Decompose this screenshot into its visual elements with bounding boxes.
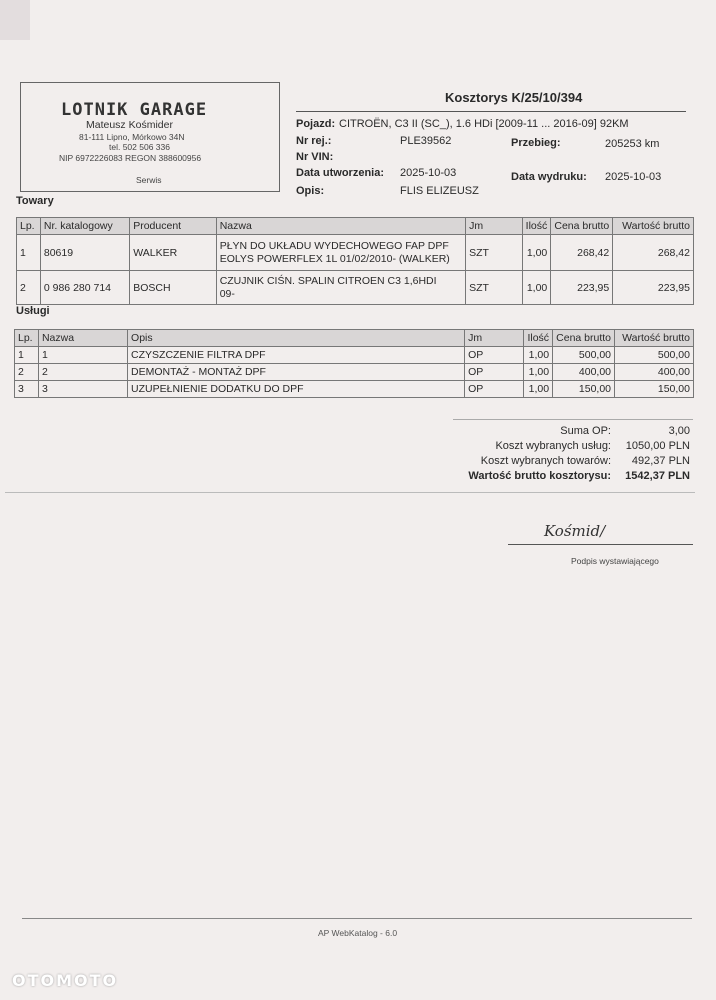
service-lp: 1 — [15, 347, 39, 364]
summary-divider — [453, 419, 693, 420]
goods-table — [16, 217, 694, 305]
goods-producer: WALKER — [130, 235, 216, 271]
services-table — [14, 329, 694, 398]
service-name: 2 — [38, 364, 127, 381]
signature-label: Podpis wystawiającego — [571, 556, 659, 566]
mileage-value: 205253 km — [605, 138, 660, 150]
company-address: 81-111 Lipno, Mórkowo 34N — [79, 132, 185, 142]
summary-services-value: 1050,00 PLN — [625, 440, 690, 452]
footer-text: AP WebKatalog - 6.0 — [318, 928, 398, 938]
company-phone: tel. 502 506 336 — [109, 142, 170, 152]
service-name: 1 — [38, 347, 127, 364]
service-qty: 1,00 — [524, 381, 553, 398]
goods-value: 268,42 — [613, 235, 694, 271]
goods-price: 268,42 — [551, 235, 613, 271]
goods-lp: 1 — [17, 235, 41, 271]
services-col-price: Cena brutto — [553, 330, 615, 347]
service-name: 3 — [38, 381, 127, 398]
goods-col-unit: Jm — [466, 218, 523, 235]
service-value: 500,00 — [615, 347, 694, 364]
table-row — [17, 271, 694, 305]
goods-col-price: Cena brutto — [551, 218, 613, 235]
goods-name — [216, 235, 465, 271]
services-col-value: Wartość brutto — [615, 330, 694, 347]
signature-line — [508, 544, 693, 545]
service-price: 500,00 — [553, 347, 615, 364]
service-unit: OP — [465, 381, 524, 398]
summary-services-label: Koszt wybranych usług: — [495, 440, 611, 452]
goods-name — [216, 271, 465, 305]
summary-op-label: Suma OP: — [560, 425, 611, 437]
goods-name-line1: PŁYN DO UKŁADU WYDECHOWEGO FAP DPF — [219, 239, 449, 252]
goods-price: 223,95 — [551, 271, 613, 305]
service-desc: UZUPEŁNIENIE DODATKU DO DPF — [128, 381, 465, 398]
goods-header-row — [17, 218, 694, 235]
goods-qty: 1,00 — [522, 235, 551, 271]
goods-name-line2: EOLYS POWERFLEX 1L 01/02/2010- (WALKER) — [219, 252, 450, 265]
service-unit: OP — [465, 347, 524, 364]
service-qty: 1,00 — [524, 364, 553, 381]
goods-name-line2: 09- — [219, 287, 235, 300]
service-unit: OP — [465, 364, 524, 381]
goods-unit: SZT — [466, 271, 523, 305]
goods-producer: BOSCH — [130, 271, 216, 305]
summary-total-label: Wartość brutto kosztorysu: — [468, 470, 611, 482]
company-service: Serwis — [136, 175, 162, 185]
goods-col-catalog: Nr. katalogowy — [40, 218, 129, 235]
service-price: 400,00 — [553, 364, 615, 381]
service-desc: DEMONTAŻ - MONTAŻ DPF — [128, 364, 465, 381]
services-header-row — [15, 330, 694, 347]
registration-value: PLE39562 — [400, 135, 452, 147]
mileage-label: Przebieg: — [511, 137, 561, 149]
goods-col-producer: Producent — [130, 218, 216, 235]
service-qty: 1,00 — [524, 347, 553, 364]
table-row — [15, 364, 694, 381]
estimate-title: Kosztorys K/25/10/394 — [445, 90, 583, 105]
company-ids: NIP 6972226083 REGON 388600956 — [59, 153, 202, 163]
created-date-label: Data utworzenia: — [296, 167, 385, 179]
goods-col-qty: Ilość — [522, 218, 551, 235]
page-corner-shadow — [0, 0, 30, 40]
watermark-logo: OTOMOTO — [12, 971, 119, 990]
service-value: 150,00 — [615, 381, 694, 398]
created-date-value: 2025-10-03 — [400, 167, 457, 179]
goods-qty: 1,00 — [522, 271, 551, 305]
summary-total-value: 1542,37 PLN — [625, 470, 690, 482]
print-date-value: 2025-10-03 — [605, 171, 662, 183]
goods-lp: 2 — [17, 271, 41, 305]
service-lp: 2 — [15, 364, 39, 381]
goods-section-title: Towary — [16, 195, 54, 207]
service-lp: 3 — [15, 381, 39, 398]
goods-col-value: Wartość brutto — [613, 218, 694, 235]
service-value: 400,00 — [615, 364, 694, 381]
goods-col-lp: Lp. — [17, 218, 41, 235]
company-box — [20, 82, 280, 192]
services-col-qty: Ilość — [524, 330, 553, 347]
service-price: 150,00 — [553, 381, 615, 398]
services-section-title: Usługi — [16, 305, 50, 317]
print-date-label: Data wydruku: — [511, 171, 587, 183]
section-divider — [5, 492, 695, 493]
summary-goods-label: Koszt wybranych towarów: — [480, 455, 611, 467]
goods-catalog-number: 0 986 280 714 — [40, 271, 129, 305]
summary-op-value: 3,00 — [668, 425, 690, 437]
services-col-lp: Lp. — [15, 330, 39, 347]
vehicle-value: CITROËN, C3 II (SC_), 1.6 HDi [2009-11 ... 2016-09] 92KM — [339, 118, 629, 130]
company-owner: Mateusz Kośmider — [86, 119, 173, 131]
goods-catalog-number: 80619 — [40, 235, 129, 271]
title-underline — [296, 111, 686, 112]
table-row — [15, 347, 694, 364]
summary-goods-value: 492,37 PLN — [631, 455, 690, 467]
goods-value: 223,95 — [613, 271, 694, 305]
vehicle-label: Pojazd: — [296, 118, 336, 130]
services-col-unit: Jm — [465, 330, 524, 347]
registration-label: Nr rej.: — [296, 135, 332, 147]
services-col-name: Nazwa — [38, 330, 127, 347]
vin-label: Nr VIN: — [296, 151, 334, 163]
table-row — [15, 381, 694, 398]
goods-col-name: Nazwa — [216, 218, 465, 235]
description-value: FLIS ELIZEUSZ — [400, 185, 479, 197]
signature-scribble: Kośmid/ — [544, 522, 606, 540]
description-label: Opis: — [296, 185, 325, 197]
service-desc: CZYSZCZENIE FILTRA DPF — [128, 347, 465, 364]
footer-line — [22, 918, 692, 919]
goods-unit: SZT — [466, 235, 523, 271]
services-col-desc: Opis — [128, 330, 465, 347]
table-row — [17, 235, 694, 271]
company-name: LOTNIK GARAGE — [61, 100, 208, 120]
goods-name-line1: CZUJNIK CIŚN. SPALIN CITROEN C3 1,6HDI — [219, 274, 437, 287]
